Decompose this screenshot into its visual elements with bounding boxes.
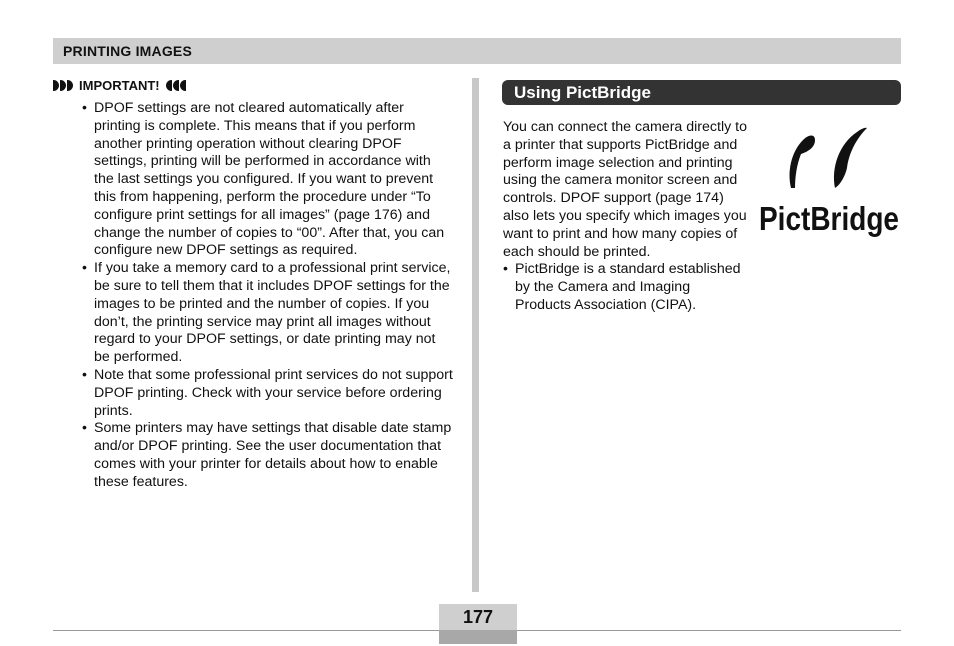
list-item: • If you take a memory card to a professional print service, be sure to tell them that it includes DPOF settings for the images to be printed and the number of copies. If you don’t, the printing service may print all images without regard to your DPOF settings, or date printing may not be performed. <box>82 260 451 366</box>
section-heading <box>502 80 901 105</box>
column-divider <box>472 78 479 592</box>
important-label: IMPORTANT! <box>79 78 160 93</box>
list-item: • PictBridge is a standard established by the Camera and Imaging Products Association (CIPA). <box>503 261 741 313</box>
section-title: Using PictBridge <box>514 83 651 102</box>
important-end-icon <box>166 80 186 91</box>
pictbridge-logo-icon <box>757 122 902 242</box>
section-paragraph: You can connect the camera directly to a printer that supports PictBridge and perform image selection and printing using the camera monitor screen and controls. DPOF support (page 174) also lets you specify which images you want to print and how many copies of each should be printed. <box>503 119 747 260</box>
logo-text: PictBridge <box>759 200 899 237</box>
important-notes <box>82 100 454 492</box>
section-body <box>503 119 748 315</box>
important-start-icon <box>53 80 73 91</box>
header-bar <box>53 38 901 64</box>
list-item: • Some printers may have settings that disable date stamp and/or DPOF printing. See the user documentation that comes with your printer for details about how to enable these features. <box>82 420 452 490</box>
page-number: 177 <box>462 607 494 627</box>
page-number-box <box>439 604 517 644</box>
list-item: • DPOF settings are not cleared automatically after printing is complete. This means that if you perform another printing operation without clearing DPOF settings, printing will be performed in accordance with the last settings you configured. If you want to prevent this from happening, perform the procedure under “To configure print settings for all images” (page 176) and change the number of copies to “00”. After that, you can configure new DPOF settings as required. <box>82 100 445 259</box>
list-item: • Note that some professional print services do not support DPOF printing. Check with your service before ordering prints. <box>82 366 453 419</box>
important-heading <box>53 78 186 93</box>
page-section-title: PRINTING IMAGES <box>63 43 193 59</box>
